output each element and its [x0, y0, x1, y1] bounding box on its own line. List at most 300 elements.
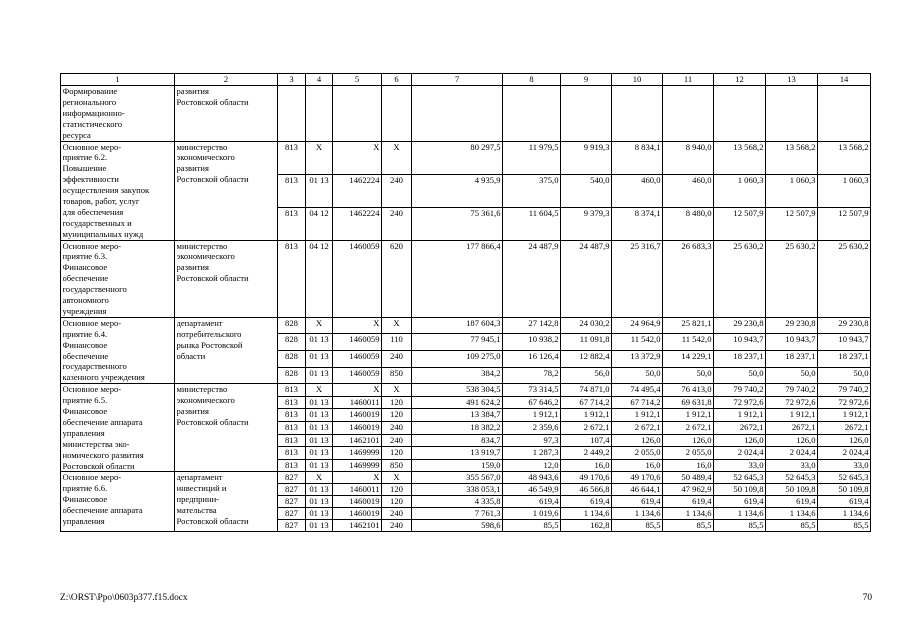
measure-line: приятие 6.2. [62, 152, 108, 163]
value-cell: 460,0 [663, 174, 714, 207]
column-header: 2 [175, 74, 278, 86]
value-cell: 4 935,9 [412, 174, 503, 207]
value-cell: 109 275,0 [412, 351, 503, 368]
value-cell: 76 413,0 [663, 384, 714, 397]
value-cell: 72 972,6 [818, 396, 871, 409]
value-cell: Х [306, 317, 333, 334]
value-cell: 813 [278, 174, 306, 207]
value-cell: 491 624,2 [412, 396, 503, 409]
measure-line: учреждения [62, 305, 107, 316]
value-cell: 240 [382, 174, 412, 207]
value-cell: 01 13 [306, 367, 333, 384]
measure-line: Основное меро- [62, 317, 122, 328]
value-cell: 1460059 [333, 240, 382, 317]
value-cell: 827 [278, 496, 306, 508]
value-cell: 813 [278, 240, 306, 317]
value-cell: 1460059 [333, 351, 382, 368]
column-header: 4 [306, 74, 333, 86]
executor-line: развития [176, 86, 209, 96]
value-cell: 1 134,6 [561, 508, 612, 520]
column-header: 5 [333, 74, 382, 86]
measure-line: Основное меро- [62, 141, 122, 152]
value-cell: 69 631,8 [663, 396, 714, 409]
value-cell [766, 86, 818, 142]
value-cell: 13 568,2 [714, 141, 766, 174]
value-cell: 13 372,9 [612, 351, 663, 368]
measure-line: Финансовое [62, 494, 108, 505]
value-cell: 538 304,5 [412, 384, 503, 397]
value-cell: 1462101 [333, 520, 382, 532]
measure-line: ресурса [62, 129, 91, 140]
value-cell: 33,0 [766, 459, 818, 472]
value-cell: 01 13 [306, 496, 333, 508]
measure-line: муниципальных нужд [62, 228, 144, 239]
executor-line: предприни- [176, 494, 220, 505]
value-cell: 1 912,1 [561, 409, 612, 422]
executor-line: экономического [176, 152, 235, 163]
executor-cell [175, 384, 278, 472]
value-cell: 25 316,7 [612, 240, 663, 317]
value-cell: 16,0 [612, 459, 663, 472]
value-cell: 240 [382, 422, 412, 435]
table-row [61, 240, 871, 317]
value-cell: 1 912,1 [612, 409, 663, 422]
value-cell: 2 024,4 [714, 447, 766, 460]
value-cell: 126,0 [818, 434, 871, 447]
measure-line: Финансовое [62, 406, 108, 417]
value-cell: 01 13 [306, 520, 333, 532]
value-cell: 52 645,3 [818, 472, 871, 484]
value-cell: 67 714,2 [612, 396, 663, 409]
value-cell: 2 055,0 [612, 447, 663, 460]
measure-line: обеспечение аппарата [62, 416, 143, 427]
executor-line: Ростовской области [176, 516, 249, 527]
value-cell: 29 230,8 [714, 317, 766, 334]
value-cell: 2 672,1 [612, 422, 663, 435]
value-cell: 85,5 [714, 520, 766, 532]
value-cell: 619,4 [714, 496, 766, 508]
value-cell: 01 13 [306, 508, 333, 520]
value-cell: 2 672,1 [663, 422, 714, 435]
column-header: 7 [412, 74, 503, 86]
value-cell: 110 [382, 334, 412, 351]
value-cell: 1 134,6 [612, 508, 663, 520]
executor-line: развития [176, 163, 209, 174]
column-header: 12 [714, 74, 766, 86]
value-cell [561, 86, 612, 142]
value-cell: 80 297,5 [412, 141, 503, 174]
measure-line: номического развития [62, 449, 144, 460]
value-cell: 29 230,8 [766, 317, 818, 334]
value-cell: 355 567,0 [412, 472, 503, 484]
value-cell: 827 [278, 508, 306, 520]
value-cell: 01 13 [306, 459, 333, 472]
value-cell: 619,4 [503, 496, 561, 508]
value-cell: 1462224 [333, 174, 382, 207]
executor-cell [175, 240, 278, 317]
measure-cell [61, 384, 175, 472]
value-cell: 50,0 [663, 367, 714, 384]
measure-line: автономного [62, 295, 109, 306]
value-cell: 240 [382, 351, 412, 368]
value-cell: 78,2 [503, 367, 561, 384]
value-cell: 1460011 [333, 396, 382, 409]
value-cell: 1 287,3 [503, 447, 561, 460]
value-cell: 2 449,2 [561, 447, 612, 460]
value-cell: 10 938,2 [503, 334, 561, 351]
value-cell: 18 237,1 [766, 351, 818, 368]
column-header: 9 [561, 74, 612, 86]
value-cell: 619,4 [561, 496, 612, 508]
value-cell: Х [382, 317, 412, 334]
value-cell: 49 170,6 [561, 472, 612, 484]
value-cell: 126,0 [714, 434, 766, 447]
value-cell: 01 13 [306, 174, 333, 207]
value-cell [663, 86, 714, 142]
executor-line: развития [176, 262, 209, 273]
executor-line: области [176, 350, 206, 361]
value-cell: 828 [278, 317, 306, 334]
value-cell: Х [306, 384, 333, 397]
value-cell: 162,8 [561, 520, 612, 532]
executor-line: Ростовской области [176, 96, 249, 107]
executor-line: экономического [176, 395, 235, 406]
executor-cell [175, 141, 278, 240]
table-row [61, 86, 871, 142]
value-cell: 33,0 [818, 459, 871, 472]
measure-line: осуществления закупок [62, 185, 150, 196]
executor-line: развития [176, 406, 209, 417]
value-cell: 12 507,9 [818, 207, 871, 240]
value-cell: Х [333, 472, 382, 484]
executor-line: рынка Ростовской [176, 339, 243, 350]
value-cell: 67 714,2 [561, 396, 612, 409]
value-cell: 50,0 [818, 367, 871, 384]
measure-line: статистического [62, 118, 123, 129]
value-cell: 16 126,4 [503, 351, 561, 368]
value-cell: Х [333, 317, 382, 334]
value-cell: 813 [278, 447, 306, 460]
column-header: 1 [61, 74, 175, 86]
value-cell: 120 [382, 496, 412, 508]
value-cell: 01 13 [306, 334, 333, 351]
measure-cell [61, 472, 175, 532]
value-cell: 01 13 [306, 422, 333, 435]
value-cell: 159,0 [412, 459, 503, 472]
value-cell: 85,5 [612, 520, 663, 532]
measure-line: приятие 6.3. [62, 251, 108, 262]
table-row [61, 141, 871, 174]
value-cell: 120 [382, 447, 412, 460]
value-cell: 47 962,9 [663, 484, 714, 496]
column-header: 13 [766, 74, 818, 86]
value-cell [818, 86, 871, 142]
executor-line: департамент [176, 472, 223, 483]
value-cell: 1 060,3 [714, 174, 766, 207]
value-cell: 16,0 [561, 459, 612, 472]
value-cell: 2 672,1 [561, 422, 612, 435]
value-cell: 2672,1 [818, 422, 871, 435]
value-cell: 04 12 [306, 207, 333, 240]
value-cell: 813 [278, 396, 306, 409]
measure-line: регионального [62, 96, 117, 107]
value-cell: 11 604,5 [503, 207, 561, 240]
measure-line: для обеспечения [62, 206, 124, 217]
measure-cell [61, 317, 175, 383]
measure-line: государственных и [62, 217, 132, 228]
value-cell: 338 053,1 [412, 484, 503, 496]
value-cell: 240 [382, 207, 412, 240]
value-cell: 48 943,6 [503, 472, 561, 484]
executor-cell [175, 472, 278, 532]
budget-table [60, 73, 871, 532]
value-cell: 827 [278, 520, 306, 532]
value-cell: 120 [382, 396, 412, 409]
executor-line: инвестиций и [176, 483, 227, 494]
value-cell: 1462224 [333, 207, 382, 240]
value-cell: 240 [382, 508, 412, 520]
value-cell: 828 [278, 334, 306, 351]
value-cell: 46 549,9 [503, 484, 561, 496]
value-cell [612, 86, 663, 142]
value-cell: 828 [278, 351, 306, 368]
value-cell: 813 [278, 422, 306, 435]
value-cell: 8 940,0 [663, 141, 714, 174]
value-cell: 126,0 [612, 434, 663, 447]
value-cell: 813 [278, 141, 306, 174]
value-cell: 12,0 [503, 459, 561, 472]
value-cell: 50 109,8 [818, 484, 871, 496]
table-row [61, 384, 871, 397]
value-cell: 107,4 [561, 434, 612, 447]
value-cell: 79 740,2 [766, 384, 818, 397]
measure-line: казенного учреждения [62, 372, 145, 383]
value-cell: 2 024,4 [818, 447, 871, 460]
value-cell: 2 024,4 [766, 447, 818, 460]
header-row [61, 74, 871, 86]
value-cell [382, 86, 412, 142]
measure-line: товаров, работ, услуг [62, 195, 140, 206]
value-cell: 01 13 [306, 434, 333, 447]
value-cell: 74 871,0 [561, 384, 612, 397]
measure-line: министерства эко- [62, 438, 130, 449]
value-cell: 01 13 [306, 447, 333, 460]
measure-line: обеспечение [62, 350, 109, 361]
value-cell [714, 86, 766, 142]
measure-line: эффективности [62, 174, 119, 185]
value-cell: 813 [278, 434, 306, 447]
value-cell: Х [306, 472, 333, 484]
value-cell: 1460019 [333, 422, 382, 435]
value-cell: 120 [382, 409, 412, 422]
value-cell: 24 487,9 [561, 240, 612, 317]
executor-line: департамент [176, 317, 223, 328]
value-cell: 8 834,1 [612, 141, 663, 174]
value-cell: 75 361,6 [412, 207, 503, 240]
value-cell: 46 566,8 [561, 484, 612, 496]
value-cell: 24 964,9 [612, 317, 663, 334]
column-header: 11 [663, 74, 714, 86]
value-cell: 1460019 [333, 409, 382, 422]
value-cell: 72 972,6 [766, 396, 818, 409]
executor-line: мательства [176, 505, 217, 516]
value-cell: 52 645,3 [714, 472, 766, 484]
value-cell: 13 568,2 [818, 141, 871, 174]
value-cell: 72 972,6 [714, 396, 766, 409]
executor-line: министерство [176, 384, 228, 395]
value-cell: 460,0 [612, 174, 663, 207]
value-cell: 49 170,6 [612, 472, 663, 484]
value-cell: 240 [382, 434, 412, 447]
value-cell: 1469999 [333, 459, 382, 472]
value-cell: 18 382,2 [412, 422, 503, 435]
value-cell: 1 134,6 [818, 508, 871, 520]
value-cell: 850 [382, 367, 412, 384]
measure-line: управления [62, 516, 105, 527]
measure-cell [61, 86, 175, 142]
executor-cell [175, 317, 278, 383]
value-cell: 1 912,1 [663, 409, 714, 422]
measure-line: Основное меро- [62, 384, 122, 395]
value-cell: 73 314,5 [503, 384, 561, 397]
value-cell: 52 645,3 [766, 472, 818, 484]
value-cell: 1 134,6 [714, 508, 766, 520]
value-cell: 1 134,6 [663, 508, 714, 520]
value-cell: 01 13 [306, 484, 333, 496]
value-cell: 1 912,1 [766, 409, 818, 422]
value-cell: 1462101 [333, 434, 382, 447]
column-header: 10 [612, 74, 663, 86]
value-cell: Х [306, 141, 333, 174]
value-cell: 74 495,4 [612, 384, 663, 397]
column-header: 8 [503, 74, 561, 86]
value-cell: 2 055,0 [663, 447, 714, 460]
table-body [61, 74, 871, 532]
value-cell: 79 740,2 [714, 384, 766, 397]
table-row [61, 317, 871, 334]
value-cell: 1460059 [333, 367, 382, 384]
value-cell: 85,5 [818, 520, 871, 532]
measure-line: Финансовое [62, 262, 108, 273]
value-cell: 619,4 [766, 496, 818, 508]
value-cell: 834,7 [412, 434, 503, 447]
value-cell: 56,0 [561, 367, 612, 384]
value-cell: 27 142,8 [503, 317, 561, 334]
executor-line: министерство [176, 240, 228, 251]
value-cell: 04 12 [306, 240, 333, 317]
executor-line: министерство [176, 141, 228, 152]
value-cell: 50,0 [612, 367, 663, 384]
value-cell: 1460019 [333, 508, 382, 520]
value-cell: 120 [382, 484, 412, 496]
value-cell: 25 630,2 [766, 240, 818, 317]
value-cell: 12 507,9 [714, 207, 766, 240]
value-cell: 18 237,1 [714, 351, 766, 368]
executor-line: Ростовской области [176, 273, 249, 284]
value-cell: 8 480,0 [663, 207, 714, 240]
value-cell: 1460019 [333, 496, 382, 508]
value-cell: 813 [278, 459, 306, 472]
page-number: 70 [862, 593, 872, 603]
file-path: Z:\ORST\Ppo\0603p377.f15.docx [60, 593, 188, 603]
value-cell: 79 740,2 [818, 384, 871, 397]
value-cell: 11 979,5 [503, 141, 561, 174]
value-cell: 1 060,3 [766, 174, 818, 207]
value-cell: 85,5 [503, 520, 561, 532]
measure-cell [61, 141, 175, 240]
executor-line: экономического [176, 251, 235, 262]
value-cell: 2 359,6 [503, 422, 561, 435]
value-cell: 50 109,8 [766, 484, 818, 496]
executor-line: Ростовской области [176, 174, 249, 185]
value-cell: 384,2 [412, 367, 503, 384]
value-cell: 11 542,0 [612, 334, 663, 351]
column-header: 14 [818, 74, 871, 86]
value-cell: 25 630,2 [818, 240, 871, 317]
value-cell: 01 13 [306, 351, 333, 368]
measure-line: Основное меро- [62, 240, 122, 251]
value-cell: 24 487,9 [503, 240, 561, 317]
value-cell [412, 86, 503, 142]
measure-cell [61, 240, 175, 317]
value-cell: 9 919,3 [561, 141, 612, 174]
value-cell: 8 374,1 [612, 207, 663, 240]
measure-line: государственного [62, 284, 127, 295]
value-cell [278, 86, 306, 142]
value-cell: 50,0 [714, 367, 766, 384]
value-cell: 29 230,8 [818, 317, 871, 334]
value-cell: 813 [278, 384, 306, 397]
value-cell: 828 [278, 367, 306, 384]
value-cell: 67 646,2 [503, 396, 561, 409]
value-cell: 10 943,7 [766, 334, 818, 351]
value-cell: 16,0 [663, 459, 714, 472]
value-cell: 50 489,4 [663, 472, 714, 484]
value-cell: 177 866,4 [412, 240, 503, 317]
measure-line: обеспечение [62, 273, 109, 284]
value-cell: 126,0 [663, 434, 714, 447]
value-cell: 813 [278, 409, 306, 422]
value-cell: 7 761,3 [412, 508, 503, 520]
value-cell: 2672,1 [714, 422, 766, 435]
value-cell: 26 683,3 [663, 240, 714, 317]
value-cell: 1 912,1 [503, 409, 561, 422]
value-cell: 126,0 [766, 434, 818, 447]
value-cell: 11 091,8 [561, 334, 612, 351]
measure-line: управления [62, 427, 105, 438]
value-cell: 1 060,3 [818, 174, 871, 207]
measure-line: информационно- [62, 107, 125, 118]
value-cell: 619,4 [612, 496, 663, 508]
budget-table-region [60, 73, 871, 532]
value-cell: 619,4 [663, 496, 714, 508]
measure-line: приятие 6.5. [62, 395, 108, 406]
value-cell: 827 [278, 472, 306, 484]
value-cell: 10 943,7 [818, 334, 871, 351]
executor-line: потребительского [176, 328, 242, 339]
value-cell: 1460011 [333, 484, 382, 496]
value-cell: 1469999 [333, 447, 382, 460]
measure-line: приятие 6.4. [62, 328, 108, 339]
value-cell: 25 630,2 [714, 240, 766, 317]
value-cell: 33,0 [714, 459, 766, 472]
value-cell: Х [333, 141, 382, 174]
value-cell: 10 943,7 [714, 334, 766, 351]
value-cell: 24 030,2 [561, 317, 612, 334]
value-cell: 4 335,8 [412, 496, 503, 508]
value-cell [503, 86, 561, 142]
value-cell: 620 [382, 240, 412, 317]
